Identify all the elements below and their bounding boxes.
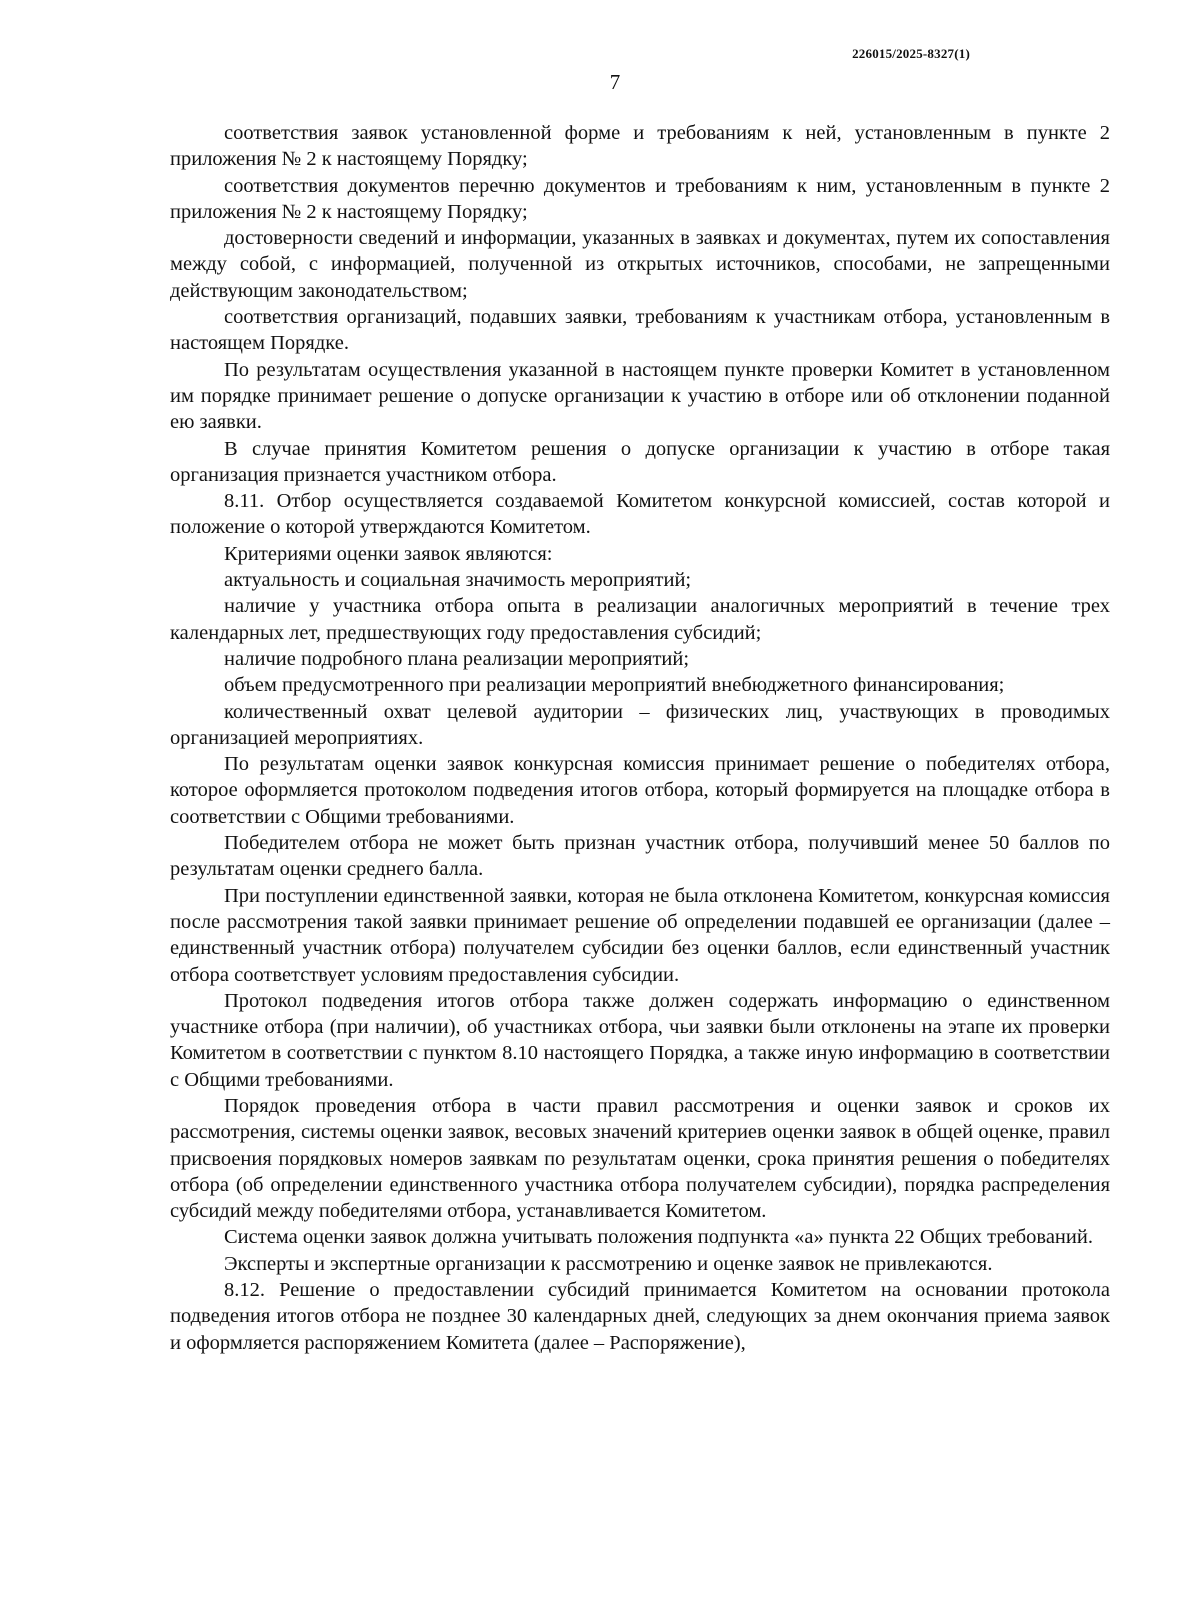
paragraph: соответствия документов перечню документов и требованиям к ним, установленным в пункте 2 приложения № 2 к настоящему Порядку; xyxy=(170,174,1110,223)
criteria-item: количественный охват целевой аудитории – физических лиц, участвующих в проводимых организацией мероприятиях. xyxy=(170,700,1110,749)
paragraph: Система оценки заявок должна учитывать положения подпункта «а» пункта 22 Общих требований. xyxy=(224,1226,1093,1249)
criteria-item: наличие подробного плана реализации мероприятий; xyxy=(224,647,690,670)
paragraph: достоверности сведений и информации, указанных в заявках и документах, путем их сопоставления между собой, с информацией, полученной из открытых источников, способами, не запрещенными действующим законодательством; xyxy=(170,227,1110,302)
paragraph: По результатам осуществления указанной в настоящем пункте проверки Комитет в установленном им порядке принимает решение о допуске организации к участию в отборе или об отклонении поданной ею заявки. xyxy=(170,358,1110,434)
section-8-12-paragraph: 8.12. Решение о предоставлении субсидий принимается Комитетом на основании протокола подведения итогов отбора не позднее 30 календарных дней, следующих за днем окончания приема заявок и оформляется распоряжением Комитета (далее – Распоряжение), xyxy=(170,1279,1110,1354)
paragraph: В случае принятия Комитетом решения о допуске организации к участию в отборе такая организация признается участником отбора. xyxy=(170,437,1110,486)
page-number: 7 xyxy=(609,70,621,94)
paragraph: Эксперты и экспертные организации к рассмотрению и оценке заявок не привлекаются. xyxy=(224,1252,993,1275)
paragraph: соответствия организаций, подавших заявки, требованиям к участникам отбора, установленным в настоящем Порядке. xyxy=(170,306,1110,355)
paragraph: Порядок проведения отбора в части правил рассмотрения и оценки заявок и сроков их рассмотрения, системы оценки заявок, весовых значений критериев оценки заявок в общей оценке, правил присвоения порядковых номеров заявкам по результатам оценки, срока принятия решения о победителях отбора (об определении единственного участника отбора получателем субсидии), порядка распределения субсидий между победителями отбора, устанавливается Комитетом. xyxy=(170,1094,1110,1223)
paragraph: Победителем отбора не может быть признан участник отбора, получивший менее 50 баллов по результатам оценки среднего балла. xyxy=(170,832,1110,881)
paragraph: соответствия заявок установленной форме и требованиям к ней, установленным в пункте 2 приложения № 2 к настоящему Порядку; xyxy=(170,122,1110,171)
criteria-item: наличие у участника отбора опыта в реализации аналогичных мероприятий в течение трех календарных лет, предшествующих году предоставления субсидий; xyxy=(170,595,1110,644)
document-body xyxy=(170,120,1110,1356)
paragraph: По результатам оценки заявок конкурсная комиссия принимает решение о победителях отбора, которое оформляется протоколом подведения итогов отбора, который формируется на площадке отбора в соответствии с Общими требованиями. xyxy=(170,753,1110,828)
document-registration-number: 226015/2025-8327(1) xyxy=(852,46,970,61)
criteria-item: объем предусмотренного при реализации мероприятий внебюджетного финансирования; xyxy=(224,674,1005,697)
criteria-heading: Критериями оценки заявок являются: xyxy=(224,542,553,565)
paragraph: При поступлении единственной заявки, которая не была отклонена Комитетом, конкурсная комиссия после рассмотрения такой заявки принимает решение об определении подавшей ее организации (далее – единственный участник отбора) получателем субсидии без оценки баллов, если единственный участник отбора соответствует условиям предоставления субсидии. xyxy=(170,884,1110,986)
paragraph: Протокол подведения итогов отбора также должен содержать информацию о единственном участнике отбора (при наличии), об участниках отбора, чьи заявки были отклонены на этапе их проверки Комитетом в соответствии с пунктом 8.10 настоящего Порядка, а также иную информацию в соответствии с Общими требованиями. xyxy=(170,989,1110,1091)
section-8-11-paragraph: 8.11. Отбор осуществляется создаваемой Комитетом конкурсной комиссией, состав которой и положение о которой утверждаются Комитетом. xyxy=(170,490,1110,539)
criteria-item: актуальность и социальная значимость мероприятий; xyxy=(224,569,692,592)
